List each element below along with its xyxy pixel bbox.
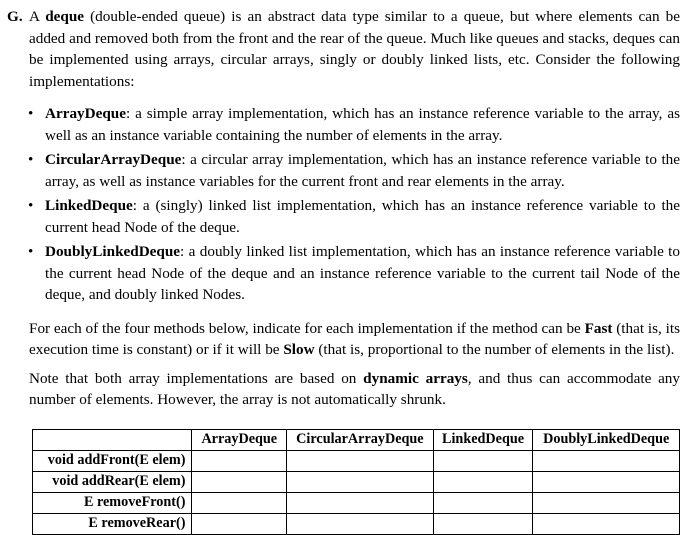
column-header: DoublyLinkedDeque xyxy=(533,429,680,450)
impl-name: ArrayDeque xyxy=(45,105,126,122)
answer-cell[interactable] xyxy=(533,471,680,492)
impl-name: CircularArrayDeque xyxy=(45,151,182,168)
list-item xyxy=(28,103,680,146)
bullet-icon: • xyxy=(28,197,34,214)
instructions-text: For each of the four methods below, indicate for each implementation if the method can be xyxy=(29,319,585,337)
note-paragraph xyxy=(29,368,680,411)
deque-term: deque xyxy=(45,8,85,25)
dynamic-arrays-term: dynamic arrays xyxy=(363,369,468,387)
answer-cell[interactable] xyxy=(433,492,533,513)
answer-cell[interactable] xyxy=(533,450,680,471)
intro-prefix: A xyxy=(29,8,40,25)
impl-description: : a doubly linked list implementation, which has an instance reference variable to the current head Node of the deque and an instance reference variable to the current tail Node of the deque, and doubly linked Nodes. xyxy=(45,243,680,303)
bullet-icon: • xyxy=(28,105,34,122)
table-row xyxy=(33,450,680,471)
impl-name: DoublyLinkedDeque xyxy=(45,243,181,260)
answer-cell[interactable] xyxy=(533,513,680,534)
table-row xyxy=(33,513,680,534)
method-label: void addRear(E elem) xyxy=(33,471,192,492)
answer-table xyxy=(32,429,680,535)
instructions-paragraph xyxy=(29,318,680,361)
answer-cell[interactable] xyxy=(287,513,434,534)
intro-rest: (double-ended queue) is an abstract data type similar to a queue, but where elements can be added and removed both from the front and the rear of the queue. Much like queues and stacks, deques can be implemented using arrays, circular arrays, singly or doubly linked lists, etc. Consider the following implementations: xyxy=(29,8,681,90)
impl-description: : a circular array implementation, which has an instance reference variable to the array, as well as instance variables for the current front and rear elements in the array. xyxy=(45,151,680,190)
answer-cell[interactable] xyxy=(192,492,287,513)
list-item xyxy=(28,241,680,306)
slow-term: Slow xyxy=(283,341,315,358)
table-row xyxy=(33,492,680,513)
method-label: E removeFront() xyxy=(33,492,192,513)
impl-name: LinkedDeque xyxy=(45,197,133,214)
column-header: ArrayDeque xyxy=(192,429,287,450)
column-header: LinkedDeque xyxy=(433,429,533,450)
method-label: E removeRear() xyxy=(33,513,192,534)
question-letter: G. xyxy=(7,8,23,25)
impl-description: : a simple array implementation, which has an instance reference variable to the array, as well as an instance variable containing the number of elements in the array. xyxy=(45,105,680,144)
impl-description: : a (singly) linked list implementation, which has an instance reference variable to the current head Node of the deque. xyxy=(45,197,680,236)
table-row xyxy=(33,471,680,492)
instructions-text: (that is, proportional to the number of elements in the list). xyxy=(314,341,675,358)
answer-cell[interactable] xyxy=(287,492,434,513)
question-intro xyxy=(7,6,680,92)
list-item xyxy=(28,195,680,238)
instructions-text: (that is, its execution time is constant) or if it will be xyxy=(29,319,680,358)
answer-cell[interactable] xyxy=(433,513,533,534)
answer-cell[interactable] xyxy=(287,450,434,471)
answer-cell[interactable] xyxy=(192,471,287,492)
column-header: CircularArrayDeque xyxy=(287,429,434,450)
table-corner-cell xyxy=(33,429,192,450)
answer-cell[interactable] xyxy=(533,492,680,513)
implementation-list xyxy=(7,103,680,306)
note-text: , and thus can accommodate any number of elements. However, the array is not automatically shrunk. xyxy=(29,369,680,408)
table-header-row xyxy=(33,429,680,450)
method-label: void addFront(E elem) xyxy=(33,450,192,471)
fast-term: Fast xyxy=(584,319,613,337)
answer-cell[interactable] xyxy=(192,513,287,534)
answer-cell[interactable] xyxy=(192,450,287,471)
answer-cell[interactable] xyxy=(433,471,533,492)
answer-cell[interactable] xyxy=(433,450,533,471)
list-item xyxy=(28,149,680,192)
bullet-icon: • xyxy=(28,243,34,260)
note-text: Note that both array implementations are based on xyxy=(29,369,364,387)
question-text xyxy=(29,6,680,92)
bullet-icon: • xyxy=(28,151,34,168)
answer-cell[interactable] xyxy=(287,471,434,492)
